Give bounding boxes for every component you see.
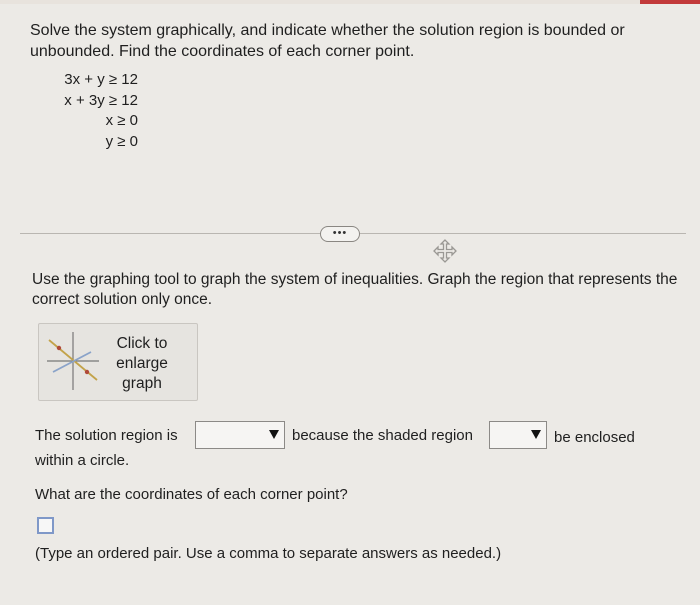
- dropdown-arrow-icon: [269, 430, 279, 439]
- corner-question: What are the coordinates of each corner point?: [35, 486, 348, 503]
- region-type-dropdown[interactable]: [195, 421, 285, 449]
- enclosure-dropdown[interactable]: [489, 421, 547, 449]
- inequality-3: x ≥ 0: [105, 112, 138, 129]
- solution-text-part4: within a circle.: [35, 452, 130, 469]
- answer-input[interactable]: [37, 517, 54, 534]
- expand-more-button[interactable]: •••: [320, 226, 360, 242]
- question-text: Solve the system graphically, and indicate whether the solution region is bounded or unbounded. Find the coordinates of each corner point.: [30, 22, 625, 60]
- answer-hint: (Type an ordered pair. Use a comma to separate answers as needed.): [35, 545, 502, 562]
- inequality-4: y ≥ 0: [105, 132, 138, 150]
- enlarge-graph-label[interactable]: Click to enlarge graph: [116, 335, 168, 392]
- solution-text-part2: because the shaded region: [292, 427, 473, 444]
- solution-text-part3: be enclosed: [554, 429, 635, 446]
- dropdown-arrow-icon: [531, 430, 541, 439]
- inequality-system: [56, 70, 138, 152]
- inequality-2: x + 3y ≥ 12: [64, 91, 138, 109]
- instructions-text: Use the graphing tool to graph the system of inequalities. Graph the region that represents the correct solution only once.: [32, 271, 678, 308]
- graph-thumbnail[interactable]: [38, 323, 198, 401]
- accent-red: [640, 0, 700, 4]
- inequality-1: 3x + y ≥ 12: [64, 71, 138, 88]
- graph-thumbnail-icon: [43, 328, 103, 394]
- move-icon[interactable]: [432, 238, 458, 264]
- solution-text-part1: The solution region is: [35, 427, 178, 444]
- top-accent-bar: [0, 0, 700, 4]
